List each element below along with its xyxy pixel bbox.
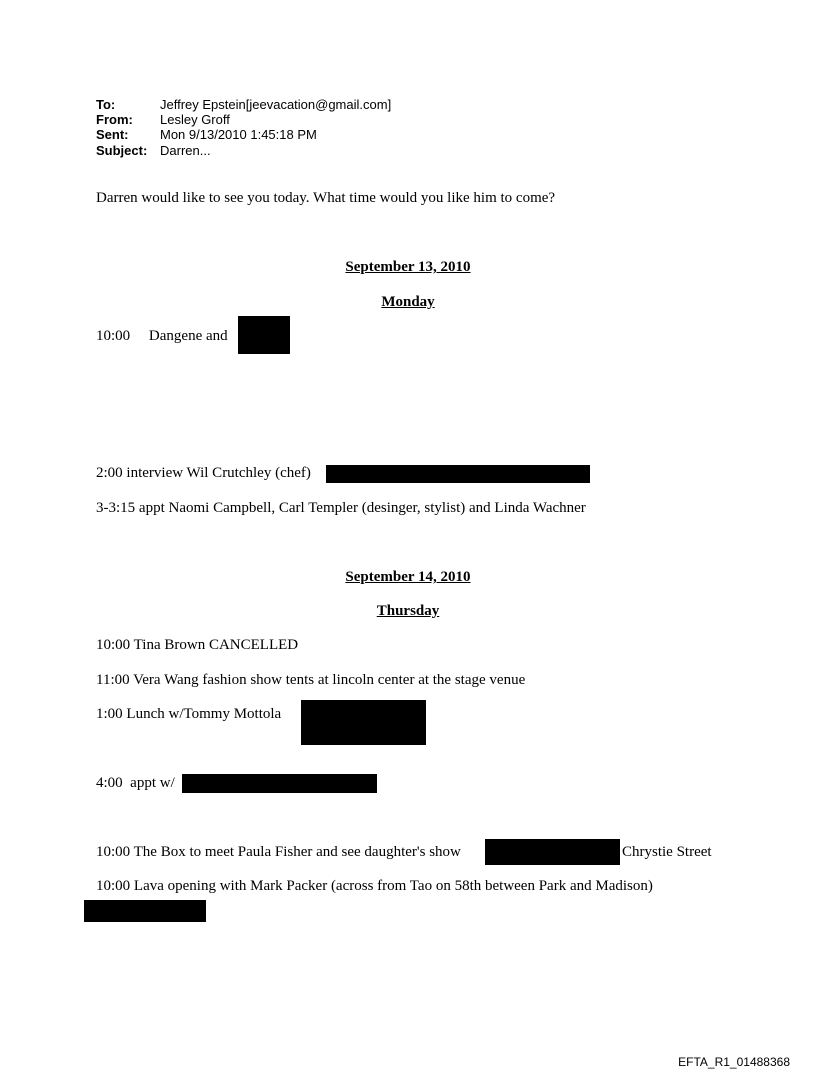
day1-weekday-heading: Monday <box>381 294 435 310</box>
subject-label: Subject: <box>96 143 148 158</box>
redaction-block <box>301 700 426 745</box>
redaction-block <box>84 900 206 922</box>
bates-number: EFTA_R1_01488368 <box>678 1055 790 1069</box>
day2-weekday-heading: Thursday <box>376 603 440 619</box>
to-label: To: <box>96 97 116 112</box>
intro-text: Darren would like to see you today. What time would you like him to come? <box>96 190 556 206</box>
redaction-block <box>326 465 590 483</box>
subject-value: Darren... <box>160 143 211 158</box>
schedule-entry-continued: Chrystie Street <box>622 844 712 860</box>
redaction-block <box>238 316 290 354</box>
schedule-entry: 11:00 Vera Wang fashion show tents at lincoln center at the stage venue <box>96 672 526 688</box>
redaction-block <box>182 774 377 793</box>
schedule-entry: 4:00 appt w/ <box>96 775 175 791</box>
schedule-entry: 1:00 Lunch w/Tommy Mottola <box>96 706 282 722</box>
sent-label: Sent: <box>96 127 129 142</box>
sent-value: Mon 9/13/2010 1:45:18 PM <box>160 127 317 142</box>
from-value: Lesley Groff <box>160 112 230 127</box>
schedule-entry: 3-3:15 appt Naomi Campbell, Carl Templer (desinger, stylist) and Linda Wachner <box>96 500 586 516</box>
schedule-entry: 10:00 Lava opening with Mark Packer (across from Tao on 58th between Park and Madison) <box>96 878 653 894</box>
day1-date-heading: September 13, 2010 <box>345 259 471 275</box>
schedule-entry: 2:00 interview Wil Crutchley (chef) <box>96 465 311 481</box>
schedule-entry: 10:00 The Box to meet Paula Fisher and see daughter's show <box>96 844 461 860</box>
schedule-entry: 10:00 Tina Brown CANCELLED <box>96 637 299 653</box>
redaction-block <box>485 839 620 865</box>
from-label: From: <box>96 112 133 127</box>
to-value: Jeffrey Epstein[jeevacation@gmail.com] <box>160 97 392 112</box>
schedule-entry: 10:00 Dangene and <box>96 328 228 344</box>
day2-date-heading: September 14, 2010 <box>345 569 471 585</box>
